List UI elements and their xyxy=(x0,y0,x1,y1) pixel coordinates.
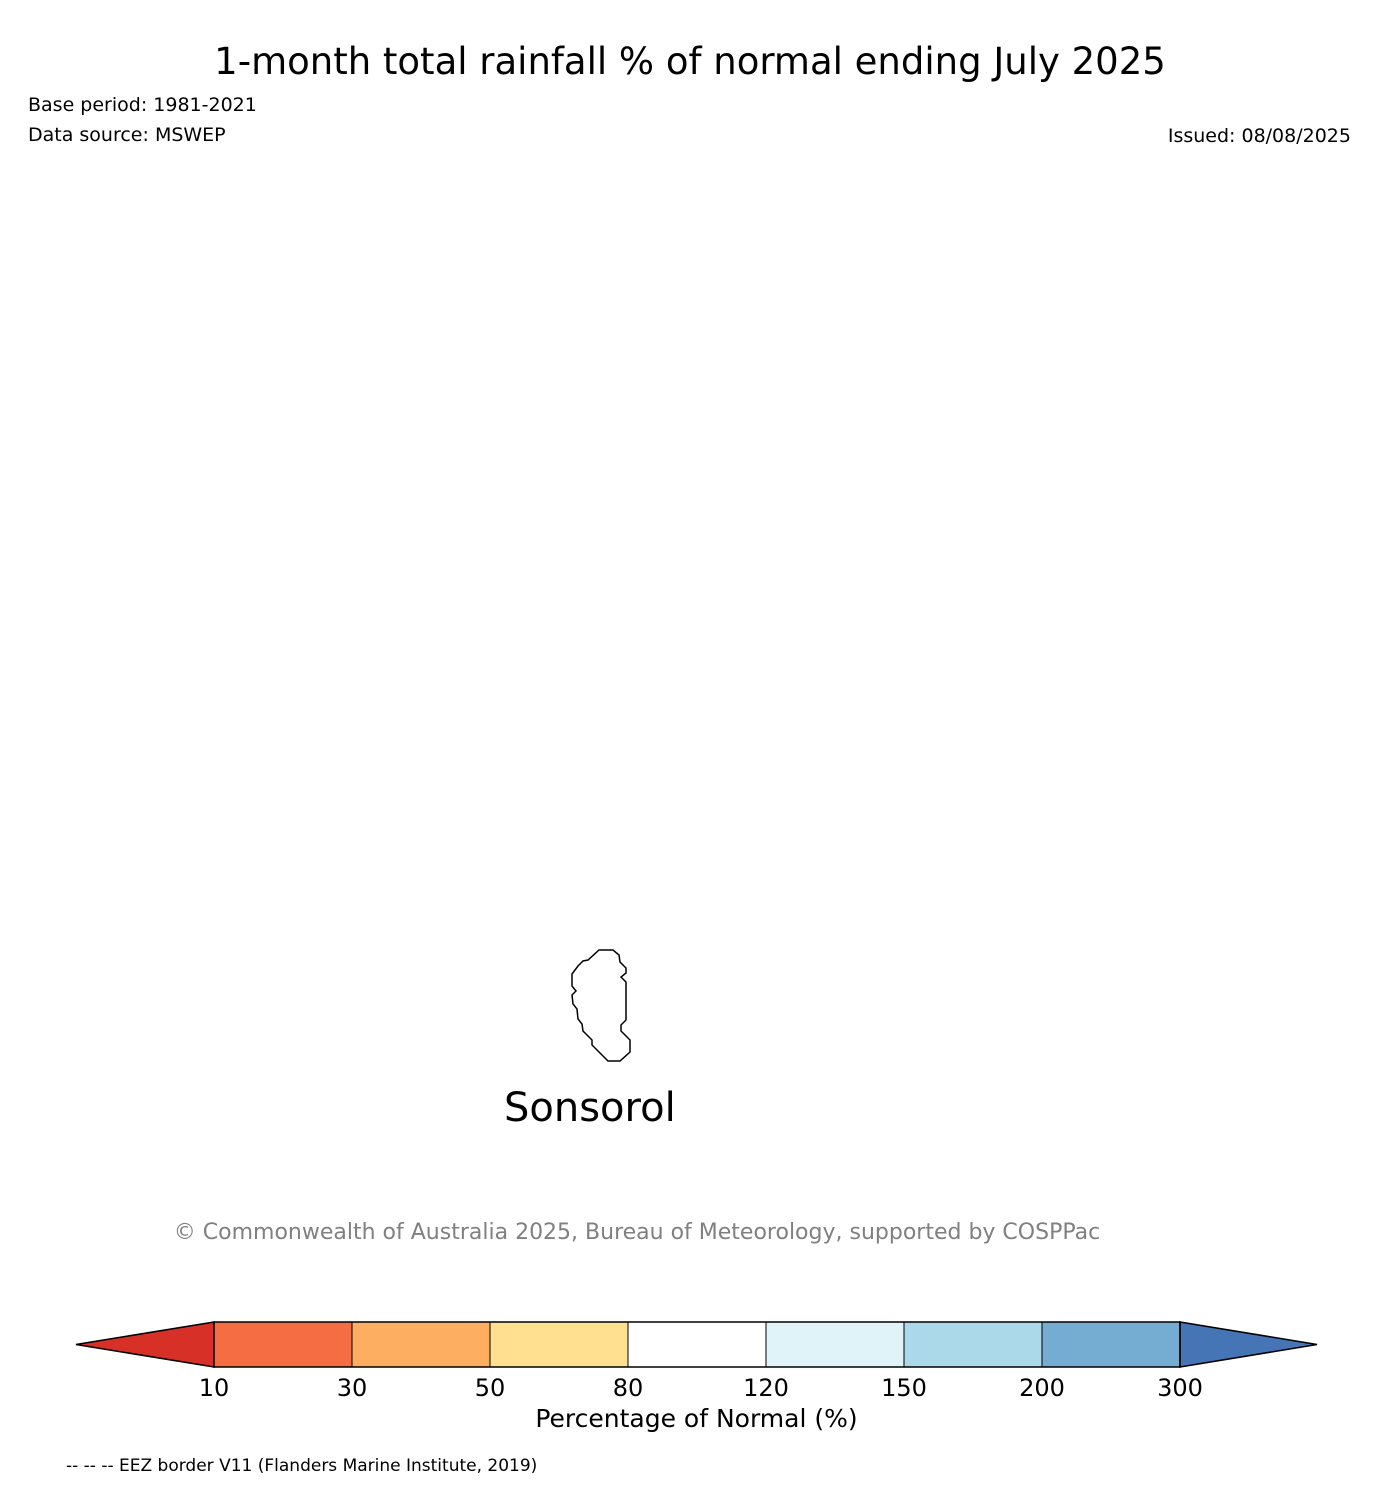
colorbar-tick-50: 50 xyxy=(474,1374,506,1402)
colorbar-tick-10: 10 xyxy=(198,1374,230,1402)
issued-date: Issued: 08/08/2025 xyxy=(1167,125,1351,147)
map-canvas xyxy=(0,150,1380,1210)
colorbar-bin-10-30 xyxy=(214,1322,352,1367)
colorbar-tick-30: 30 xyxy=(336,1374,368,1402)
colorbar-tick-300: 300 xyxy=(1157,1374,1203,1402)
colorbar-bin-80-120 xyxy=(628,1322,766,1367)
colorbar-bin-50-80 xyxy=(490,1322,628,1367)
colorbar-tick-80: 80 xyxy=(612,1374,644,1402)
base-period: Base period: 1981-2021 xyxy=(28,94,257,116)
colorbar-title: Percentage of Normal (%) xyxy=(535,1404,858,1433)
colorbar-extend-high xyxy=(1180,1322,1317,1367)
sonsorol-island-outline xyxy=(572,950,630,1061)
data-source: Data source: MSWEP xyxy=(28,124,226,146)
copyright-notice: © Commonwealth of Australia 2025, Bureau of Meteorology, supported by COSPPac xyxy=(173,1220,1101,1245)
map-title: 1-month total rainfall % of normal ending July 2025 xyxy=(214,40,1166,83)
colorbar-bin-150-200 xyxy=(904,1322,1042,1367)
island-label: Sonsorol xyxy=(504,1085,676,1131)
colorbar-bin-120-150 xyxy=(766,1322,904,1367)
colorbar-tick-150: 150 xyxy=(881,1374,927,1402)
colorbar-bin-200-300 xyxy=(1042,1322,1180,1367)
colorbar-bin-30-50 xyxy=(352,1322,490,1367)
colorbar-tick-120: 120 xyxy=(743,1374,789,1402)
eez-footnote: -- -- -- EEZ border V11 (Flanders Marine Institute, 2019) xyxy=(66,1456,538,1476)
colorbar-tick-200: 200 xyxy=(1019,1374,1065,1402)
colorbar-extend-low xyxy=(76,1322,214,1367)
